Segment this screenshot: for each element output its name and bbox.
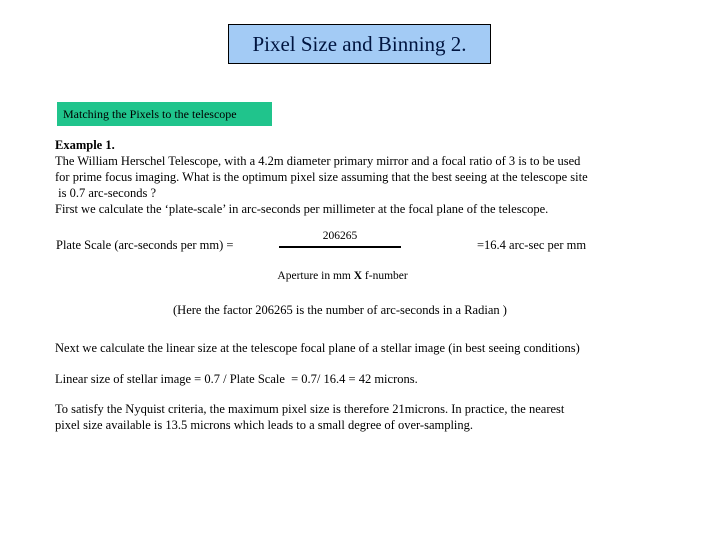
nyquist-conclusion (55, 401, 564, 433)
denominator-text-pre: Aperture in mm (277, 270, 354, 282)
linear-size-calculation: Linear size of stellar image = 0.7 / Plate Scale = 0.7/ 16.4 = 42 microns. (55, 372, 418, 386)
example-line-2: for prime focus imaging. What is the optimum pixel size assuming that the best seeing at the telescope site (55, 170, 588, 184)
example-heading: Example 1. (55, 138, 115, 152)
fraction-numerator: 206265 (322, 230, 358, 242)
section-label: Matching the Pixels to the telescope (57, 102, 272, 126)
plate-scale-label: Plate Scale (arc-seconds per mm) = (56, 238, 234, 252)
example-paragraph (55, 137, 588, 217)
fraction-bar (279, 246, 401, 248)
plate-scale-result: =16.4 arc-sec per mm (477, 238, 587, 252)
nyquist-line-1: To satisfy the Nyquist criteria, the maximum pixel size is therefore 21microns. In practice, the nearest (55, 402, 565, 416)
example-line-3: is 0.7 arc-seconds ? (55, 186, 157, 200)
denominator-text-post: f-number (362, 270, 408, 282)
denominator-multiply-sign: X (353, 270, 363, 282)
example-line-4: First we calculate the ‘plate-scale’ in arc-seconds per millimeter at the focal plane of the telescope. (55, 202, 549, 216)
fraction-denominator (240, 255, 440, 283)
radian-factor-note: (Here the factor 206265 is the number of arc-seconds in a Radian ) (173, 303, 507, 317)
nyquist-line-2: pixel size available is 13.5 microns which leads to a small degree of over-sampling. (55, 418, 474, 432)
example-line-1: The William Herschel Telescope, with a 4.2m diameter primary mirror and a focal ratio of 3 is to be used (55, 154, 581, 168)
linear-size-intro: Next we calculate the linear size at the telescope focal plane of a stellar image (in best seeing conditions) (55, 341, 580, 355)
slide-title: Pixel Size and Binning 2. (228, 24, 491, 64)
